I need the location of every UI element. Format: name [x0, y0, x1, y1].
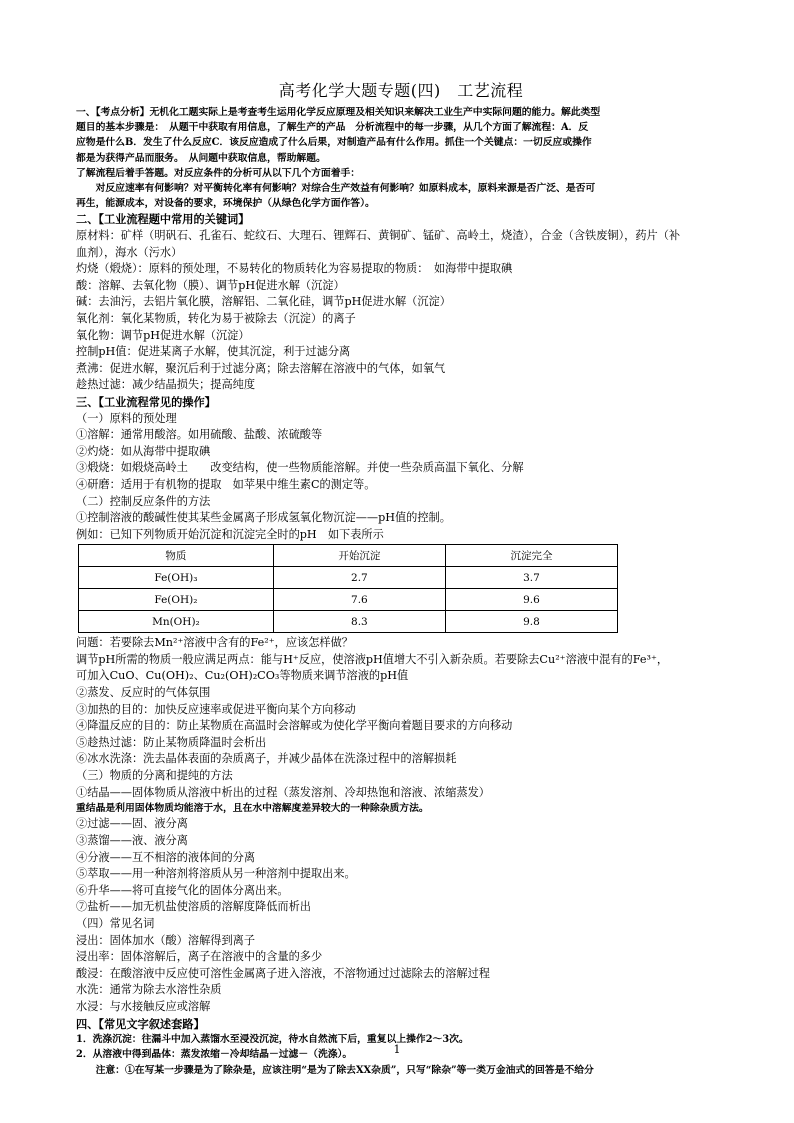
text-line: 2．从溶液中得到晶体：蒸发浓缩－冷却结晶－过滤－（洗涤）。 [76, 1049, 353, 1061]
text-line: 问题：若要除去Mn²⁺溶液中含有的Fe²⁺，应该怎样做？ [76, 636, 353, 650]
text-line: 原材料：矿样（明矾石、孔雀石、蛇纹石、大理石、锂辉石、黄铜矿、锰矿、高岭土，烧渣），合金（含铁废铜），药片（补 [76, 229, 681, 243]
text-line: 调节pH所需的物质一般应满足两点：能与H⁺反应，使溶液pH值增大不引入新杂质。若要除去Cu²⁺溶液中混有的Fe³⁺， [76, 652, 669, 666]
text-line: ①控制溶液的酸碱性使其某些金属离子形成氢氧化物沉淀——pH值的控制。 [76, 511, 451, 525]
text-line: ③煅烧：如煅烧高岭土 改变结构，使一些物质能溶解。并使一些杂质高温下氧化、分解 [76, 461, 524, 475]
table-row [79, 611, 618, 633]
text-line: （二）控制反应条件的方法 [76, 494, 211, 508]
page-title: 高考化学大题专题(四) 工艺流程 [278, 81, 524, 100]
text-line: 对反应速率有何影响？对平衡转化率有何影响？对综合生产效益有何影响？如原料成本，原料来源是否广泛、是否可 [76, 183, 596, 195]
table-header-row [79, 545, 618, 567]
text-line: 一、【考点分析】无机化工题实际上是考查考生运用化学反应原理及相关知识来解决工业生产中实际问题的能力。解此类型 [76, 107, 601, 118]
table-header-cell: 物质 [79, 545, 274, 567]
table-row [79, 567, 618, 589]
text-line: 水洗：通常为除去水溶性杂质 [76, 983, 222, 997]
table-cell: 3.7 [445, 567, 617, 589]
table-cell: Mn(OH)₂ [79, 611, 274, 633]
text-line: 血剂），海水（污水） [76, 245, 183, 259]
section-3-operations [76, 394, 726, 1016]
text-line: 题目的基本步骤是： 从题干中获取有用信息，了解生产的产品 分析流程中的每一步骤，从几个方面了解流程：A．反 [76, 122, 589, 134]
document-page [76, 78, 726, 1078]
table-cell: 7.6 [273, 589, 445, 611]
table-header-cell: 沉淀完全 [445, 545, 617, 567]
text-line: ⑦盐析——加无机盐使溶质的溶解度降低而析出 [76, 900, 311, 914]
text-line: 氧化物：调节pH促进水解（沉淀） [76, 328, 250, 342]
text-line: ①结晶——固体物质从溶液中析出的过程（蒸发溶剂、冷却热饱和溶液、浓缩蒸发） [76, 785, 490, 799]
text-line: ⑥冰水洗涤：洗去晶体表面的杂质离子，并减少晶体在洗涤过程中的溶解损耗 [76, 752, 457, 766]
text-line: 水浸：与水接触反应或溶解 [76, 999, 211, 1013]
section-heading: 三、【工业流程常见的操作】 [76, 394, 216, 409]
text-line: 可加入CuO、Cu(OH)₂、Cu₂(OH)₂CO₃等物质来调节溶液的pH值 [76, 669, 409, 683]
text-line: 应物是什么B．发生了什么反应C．该反应造成了什么后果，对制造产品有什么作用。抓住一个关键点：一切反应或操作 [76, 137, 592, 149]
text-line: ④降温反应的目的：防止某物质在高温时会溶解或为使化学平衡向着题目要求的方向移动 [76, 719, 513, 733]
text-line: 氧化剂：氧化某物质，转化为易于被除去（沉淀）的离子 [76, 311, 356, 325]
section-2-keywords [76, 211, 726, 394]
text-line: 煮沸：促进水解，聚沉后利于过滤分离；除去溶解在溶液中的气体，如氧气 [76, 361, 446, 375]
text-line: （三）物质的分离和提纯的方法 [76, 769, 233, 783]
text-line: ⑤萃取——用一种溶剂将溶质从另一种溶剂中提取出来。 [76, 867, 356, 881]
text-line: （四）常见名词 [76, 917, 155, 930]
text-line: ③蒸馏——液、液分离 [76, 834, 188, 848]
text-line: 碱：去油污，去铝片氧化膜，溶解铝、二氧化硅，调节pH促进水解（沉淀） [76, 295, 451, 309]
text-line: 注意：①在写某一步骤是为了除杂是，应该注明“是为了除去XX杂质”，只写“除杂”等一类万金油式的回答是不给分 [76, 1064, 594, 1076]
section-heading: 二、【工业流程题中常用的关键词】 [76, 212, 250, 227]
text-line: （一）原料的预处理 [76, 411, 177, 425]
section-heading: 四、【常见文字叙述套路】 [76, 1016, 205, 1031]
table-row [79, 589, 618, 611]
table-cell: 2.7 [273, 567, 445, 589]
table-cell: Fe(OH)₃ [79, 567, 274, 589]
text-line: ⑤趁热过滤：防止某物质降温时会析出 [76, 735, 267, 749]
text-line: 了解流程后着手答题。对反应条件的分析可从以下几个方面着手： [76, 167, 361, 179]
text-line: ②过滤——固、液分离 [76, 817, 188, 831]
text-line: 重结晶是利用固体物质均能溶于水，且在水中溶解度差异较大的一种除杂质方法。 [76, 803, 429, 815]
text-line: ⑥升华——将可直接气化的固体分离出来。 [76, 883, 289, 897]
text-line: 趁热过滤：减少结晶损失；提高纯度 [76, 378, 256, 392]
text-line: 1．洗涤沉淀：往漏斗中加入蒸馏水至浸没沉淀，待水自然流下后，重复以上操作2～3次。 [76, 1034, 469, 1046]
table-cell: 9.8 [445, 611, 617, 633]
table-cell: 9.6 [445, 589, 617, 611]
text-line: 都是为获得产品而服务。 从问题中获取信息，帮助解题。 [76, 152, 326, 164]
text-line: ④研磨：适用于有机物的提取 如苹果中维生素C的测定等。 [76, 477, 376, 491]
text-line: 再生，能源成本，对设备的要求，环境保护（从绿色化学方面作答）。 [76, 198, 375, 210]
text-line: 控制pH值：促进某离子水解，使其沉淀，利于过滤分离 [76, 345, 351, 359]
page-number: 1 [393, 1043, 401, 1056]
text-line: 例如：已知下列物质开始沉淀和沉淀完全时的pH 如下表所示 [76, 527, 384, 541]
table-header-cell: 开始沉淀 [273, 545, 445, 567]
table-cell: Fe(OH)₂ [79, 589, 274, 611]
text-line: 浸出：固体加水（酸）溶解得到离子 [76, 933, 256, 947]
table-cell: 8.3 [273, 611, 445, 633]
text-line: 酸浸：在酸溶液中反应使可溶性金属离子进入溶液，不溶物通过过滤除去的溶解过程 [76, 966, 490, 980]
text-line: 酸：溶解、去氧化物（膜）、调节pH促进水解（沉淀） [76, 278, 345, 292]
text-line: 灼烧（煅烧）：原料的预处理，不易转化的物质转化为容易提取的物质： 如海带中提取碘 [76, 262, 513, 276]
text-line: ②灼烧：如从海带中提取碘 [76, 444, 211, 458]
text-line: ②蒸发、反应时的气体氛围 [76, 686, 211, 700]
text-line: ③加热的目的：加快反应速率或促进平衡向某个方向移动 [76, 702, 356, 716]
text-line: ①溶解：通常用酸溶。如用硫酸、盐酸、浓硫酸等 [76, 428, 323, 442]
text-line: 浸出率：固体溶解后，离子在溶液中的含量的多少 [76, 950, 323, 964]
text-line: ④分液——互不相溶的液体间的分离 [76, 850, 256, 864]
ph-table [78, 544, 618, 633]
section-1-exam-analysis [76, 105, 726, 211]
